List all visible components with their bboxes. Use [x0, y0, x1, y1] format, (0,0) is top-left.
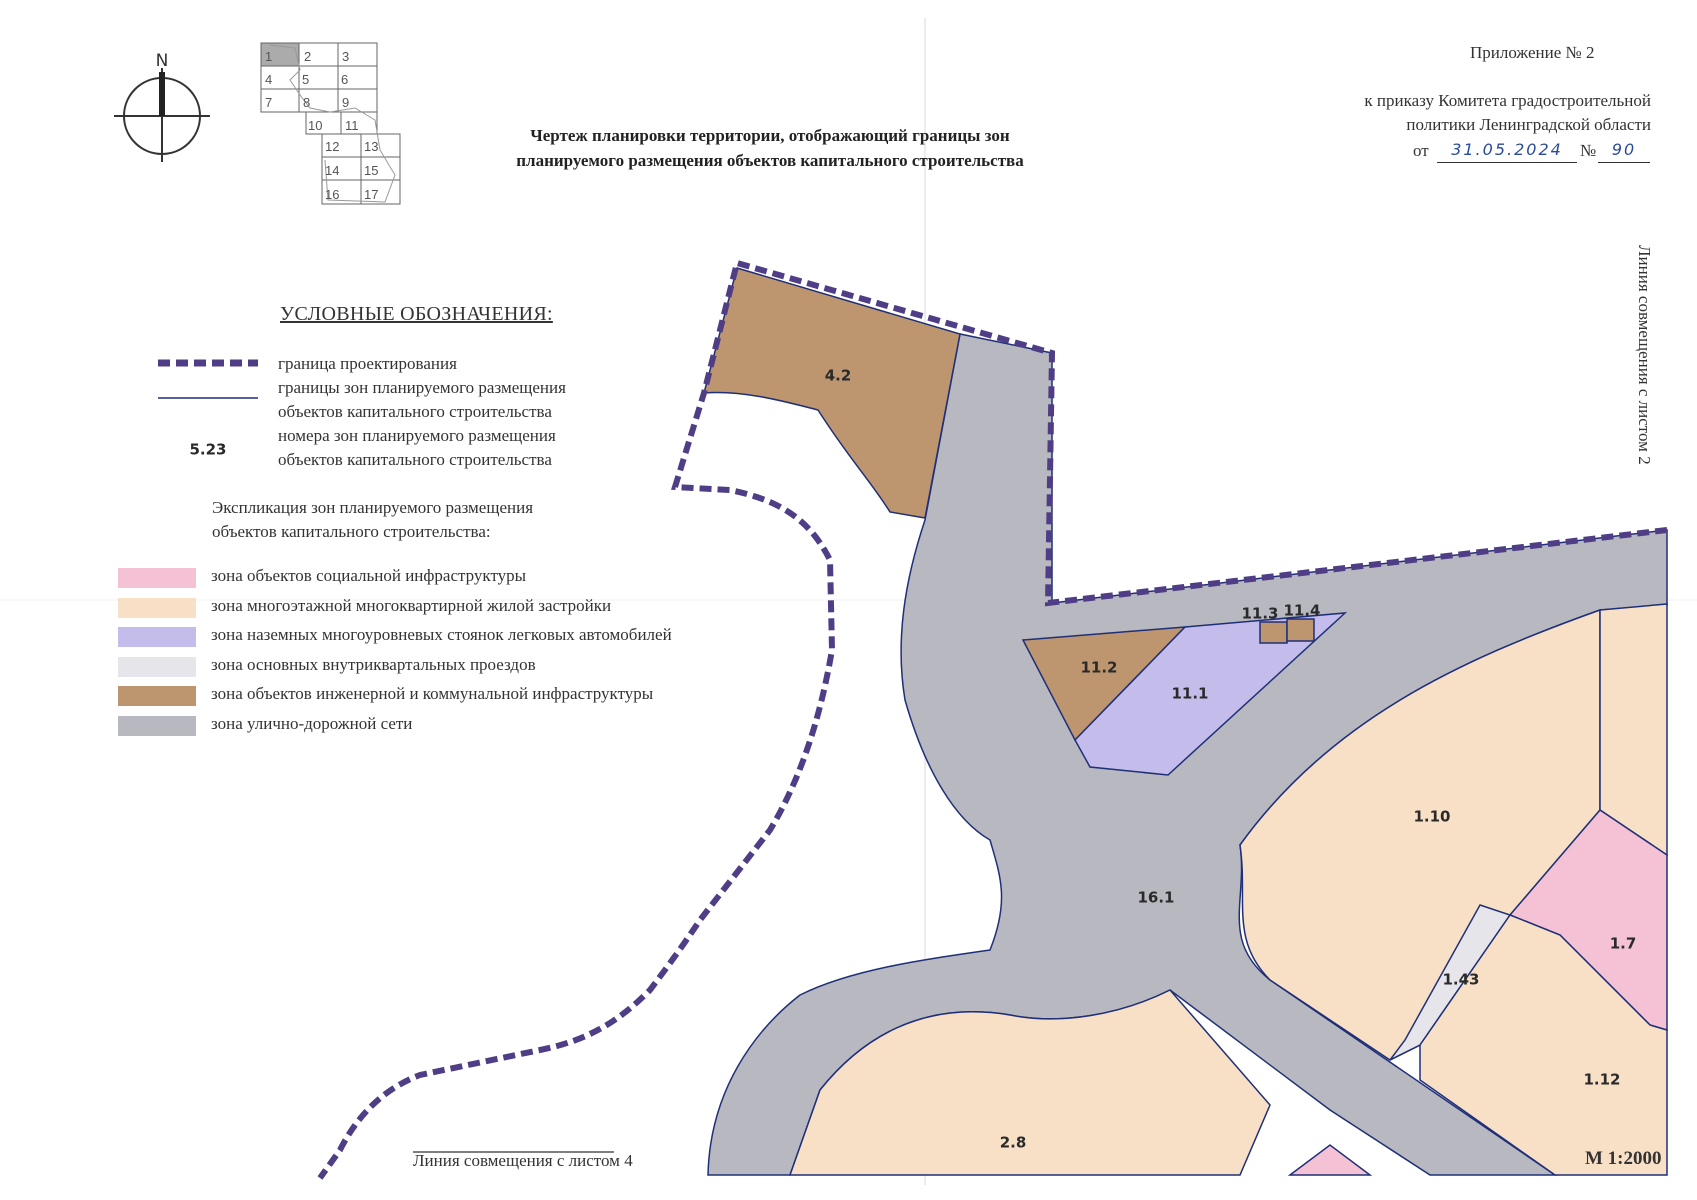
drawing-title-line-2: планируемого размещения объектов капитального строительства	[516, 151, 1024, 170]
zone-label-1-12: 1.12	[1583, 1070, 1621, 1089]
order-line-1: к приказу Комитета градостроительной	[1364, 91, 1651, 110]
key-map-cell-15: 15	[364, 163, 379, 178]
order-number-field	[1598, 140, 1650, 163]
explication-title-2: объектов капитального строительства:	[212, 522, 491, 541]
legend-item-label: зона объектов инженерной и коммунальной инфраструктуры	[211, 684, 654, 703]
key-map-cell-12: 12	[325, 139, 340, 154]
match-line-right: Линия совмещения с листом 2	[1635, 245, 1654, 465]
legend-zone-boundary-label-2: объектов капитального строительства	[278, 402, 552, 421]
key-map-cell-14: 14	[325, 163, 340, 178]
order-line-2: политики Ленинградской области	[1406, 115, 1651, 134]
legend-item-label: зона наземных многоуровневых стоянок легковых автомобилей	[211, 625, 672, 644]
zone-engineering-11-3	[1260, 622, 1287, 643]
explication-title-1: Экспликация зон планируемого размещения	[212, 498, 534, 517]
zone-label-11-2: 11.2	[1080, 658, 1118, 677]
drawing-title	[470, 123, 1070, 173]
legend-zone-boundary-label-1: границы зон планируемого размещения	[278, 378, 566, 397]
zone-engineering-4-2	[704, 268, 960, 518]
zone-label-1-10: 1.10	[1413, 807, 1451, 826]
legend-swatch	[118, 568, 196, 588]
legend-swatch	[118, 598, 196, 618]
zone-label-1-7: 1.7	[1609, 934, 1637, 953]
legend-swatch	[118, 716, 196, 736]
legend-zone-number-label-1: номера зон планируемого размещения	[278, 426, 556, 445]
key-map-cell-5: 5	[302, 72, 310, 87]
order-date-value: 31.05.2024	[1451, 140, 1563, 159]
legend-boundary-label: граница проектирования	[278, 354, 457, 373]
match-line-bottom: Линия совмещения с листом 4	[413, 1151, 633, 1170]
map-scale: М 1:2000	[1585, 1148, 1662, 1169]
north-arrow-icon	[114, 68, 210, 162]
zone-label-2-8: 2.8	[999, 1133, 1027, 1152]
legend-item-label: зона основных внутриквартальных проездов	[211, 654, 536, 674]
order-number-value: 90	[1611, 140, 1637, 159]
legend-zone-number-label-2: объектов капитального строительства	[278, 450, 552, 469]
zone-label-4-2: 4.2	[824, 366, 852, 385]
key-map-cell-17: 17	[364, 187, 379, 202]
key-map-cell-9: 9	[342, 95, 350, 110]
key-map-cell-1: 1	[265, 49, 273, 64]
order-number-prefix: №	[1580, 141, 1597, 160]
legend-swatch	[118, 657, 196, 677]
legend-item-label: зона многоэтажной многоквартирной жилой застройки	[211, 595, 612, 615]
sheet-key-map	[261, 43, 400, 204]
key-map-cell-4: 4	[265, 72, 273, 87]
legend-swatch	[118, 686, 196, 706]
legend-item-label: зона улично-дорожной сети	[211, 713, 413, 733]
legend-zone-number-sample: 5.23	[189, 440, 227, 459]
north-label: N	[155, 51, 169, 71]
legend-swatch	[118, 627, 196, 647]
drawing-title-line-1: Чертеж планировки территории, отображающий границы зон	[530, 126, 1010, 145]
order-date-field	[1437, 140, 1577, 163]
zone-social-bottom	[1290, 1145, 1370, 1175]
zone-label-16-1: 16.1	[1137, 888, 1175, 907]
zone-label-11-3: 11.3	[1241, 604, 1279, 623]
zone-label-1-43: 1.43	[1442, 970, 1480, 989]
key-map-cell-16: 16	[325, 187, 340, 202]
zone-label-11-4: 11.4	[1283, 601, 1321, 620]
key-map-cell-13: 13	[364, 139, 379, 154]
key-map-cell-11: 11	[345, 118, 359, 133]
key-map-cell-2: 2	[304, 49, 312, 64]
legend-item-label: зона объектов социальной инфраструктуры	[211, 566, 527, 585]
key-map-cell-8: 8	[303, 95, 311, 110]
key-map-cell-3: 3	[342, 49, 350, 64]
appendix-label: Приложение № 2	[1470, 43, 1595, 62]
key-map-cell-10: 10	[308, 118, 323, 133]
zone-engineering-11-4	[1287, 619, 1314, 641]
legend-title: УСЛОВНЫЕ ОБОЗНАЧЕНИЯ:	[280, 303, 553, 325]
key-map-cell-7: 7	[265, 95, 273, 110]
order-date-prefix: от	[1413, 141, 1429, 160]
key-map-cell-6: 6	[341, 72, 349, 87]
zone-label-11-1: 11.1	[1171, 684, 1209, 703]
